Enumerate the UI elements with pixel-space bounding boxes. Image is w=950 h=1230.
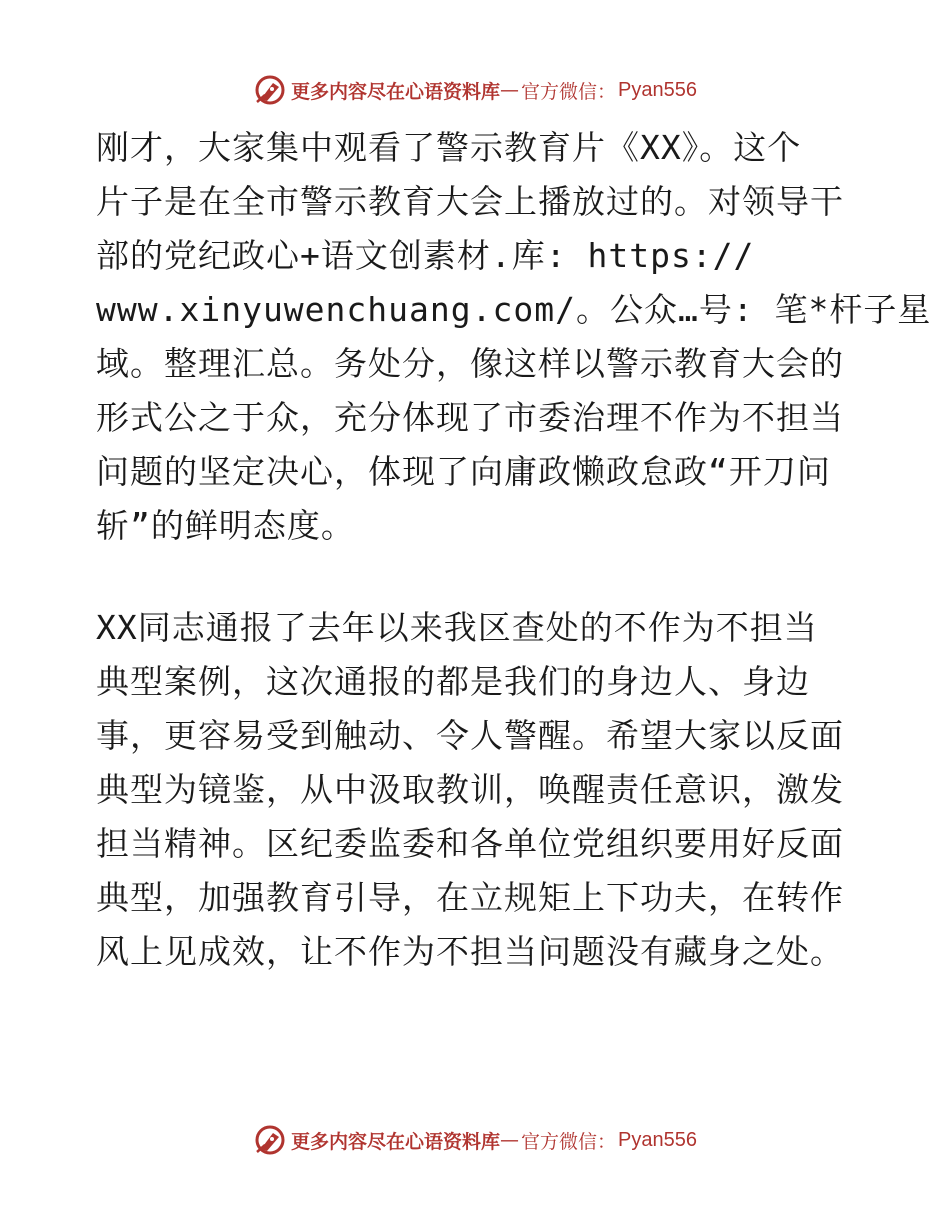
paragraph-line: 问题的坚定决心，体现了向庸政懒政怠政“开刀问 — [96, 452, 831, 491]
footer-banner — [0, 1120, 950, 1160]
pen-nib-logo-icon — [253, 73, 287, 107]
paragraph-line: XX同志通报了去年以来我区查处的不作为不担当 — [96, 608, 818, 647]
paragraph-line: www.xinyuwenchuang.com/。公众…号: 笔*杆子星 — [96, 290, 932, 329]
paragraph-1 — [96, 121, 932, 553]
paragraph-line: 事，更容易受到触动、令人警醒。希望大家以反面 — [96, 716, 844, 755]
paragraph-line: 片子是在全市警示教育大会上播放过的。对领导干 — [96, 182, 844, 221]
banner-official-label: 官方微信： — [521, 1130, 617, 1153]
paragraph-line: 担当精神。区纪委监委和各单位党组织要用好反面 — [96, 824, 844, 863]
banner-separator: — — [500, 79, 520, 101]
paragraph-line: 刚才，大家集中观看了警示教育片《XX》。这个 — [96, 128, 802, 167]
paragraph-line: 域。整理汇总。务处分，像这样以警示教育大会的 — [96, 344, 844, 383]
banner-wechat-id: Pyan556 — [618, 1128, 697, 1151]
banner-official-label: 官方微信： — [521, 80, 617, 103]
pen-nib-logo-icon — [253, 1123, 287, 1157]
paragraph-line: 风上见成效，让不作为不担当问题没有藏身之处。 — [96, 932, 844, 971]
paragraph-line: 形式公之于众，充分体现了市委治理不作为不担当 — [96, 398, 844, 437]
paragraph-line: 部的党纪政心+语文创素材.库: https:// — [96, 236, 755, 275]
paragraph-line: 典型为镜鉴，从中汲取教训，唤醒责任意识，激发 — [96, 770, 844, 809]
paragraph-2 — [96, 601, 848, 979]
banner-separator: — — [500, 1129, 520, 1151]
banner-wechat-id: Pyan556 — [618, 78, 697, 101]
banner-brand-text: 更多内容尽在心语资料库 — [291, 1130, 501, 1153]
paragraph-line: 典型案例，这次通报的都是我们的身边人、身边 — [96, 662, 810, 701]
banner-brand-text: 更多内容尽在心语资料库 — [291, 80, 501, 103]
paragraph-line: 斩”的鲜明态度。 — [96, 506, 355, 545]
header-banner — [0, 70, 950, 110]
paragraph-line: 典型，加强教育引导，在立规矩上下功夫，在转作 — [96, 878, 844, 917]
